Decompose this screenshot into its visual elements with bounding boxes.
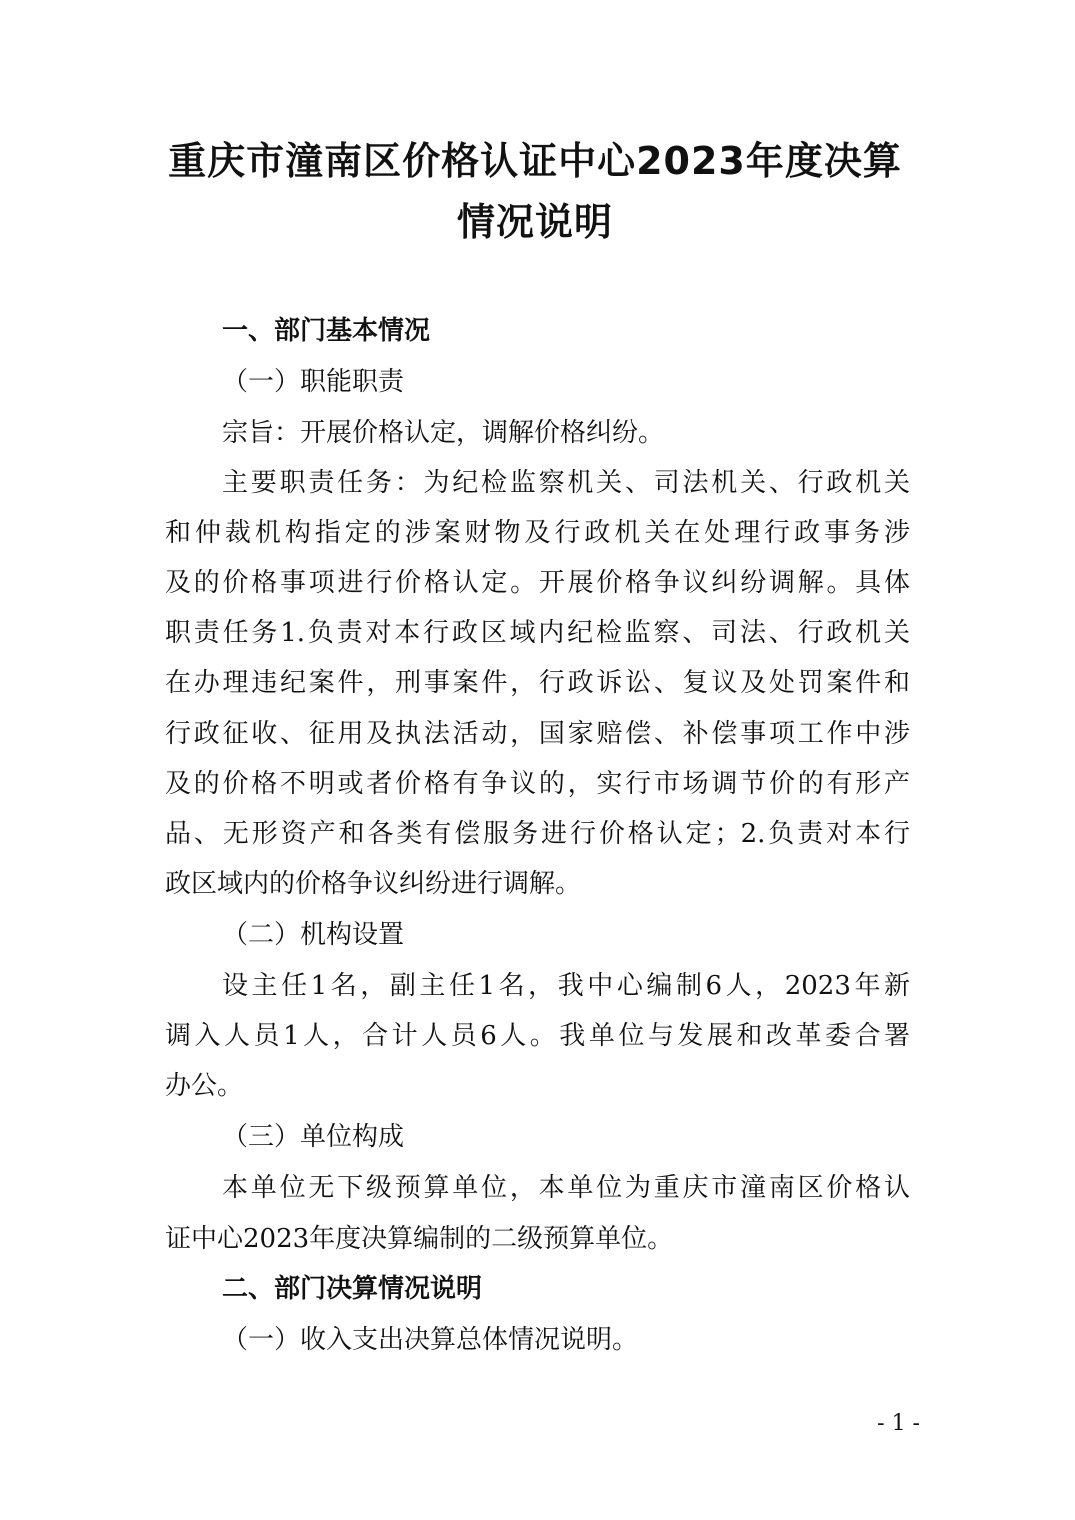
section-heading-basic-info: 一、部门基本情况 — [222, 316, 431, 346]
page-number: - 1 - — [877, 1411, 920, 1436]
subsection-heading-functions: （一）职能职责 — [222, 367, 405, 397]
paragraph-organization-line: 调入人员1人，合计人员6人。我单位与发展和改革委合署 — [165, 1021, 910, 1051]
paragraph-duties-line: 及的价格不明或者价格有争议的，实行市场调节价的有形产 — [165, 769, 910, 799]
paragraph-duties-line: 政区域内的价格争议纠纷进行调解。 — [165, 869, 582, 899]
subsection-heading-organization: （二）机构设置 — [222, 920, 405, 950]
paragraph-duties-line: 在办理违纪案件，刑事案件，行政诉讼、复议及处罚案件和 — [165, 668, 910, 698]
paragraph-duties-line: 和仲裁机构指定的涉案财物及行政机关在处理行政事务涉 — [165, 518, 910, 548]
paragraph-duties-line: 主要职责任务：为纪检监察机关、司法机关、行政机关 — [222, 468, 910, 498]
paragraph-duties-line: 品、无形资产和各类有偿服务进行价格认定；2.负责对本行 — [165, 819, 910, 849]
subsection-heading-income-expenditure: （一）收入支出决算总体情况说明。 — [222, 1325, 639, 1355]
paragraph-duties-line: 职责任务1.负责对本行政区域内纪检监察、司法、行政机关 — [165, 618, 910, 648]
document-title-line-2: 情况说明 — [456, 200, 613, 244]
paragraph-organization-line: 设主任1名，副主任1名，我中心编制6人，2023年新 — [222, 971, 910, 1001]
paragraph-purpose: 宗旨：开展价格认定，调解价格纠纷。 — [222, 418, 665, 448]
paragraph-organization-line: 办公。 — [165, 1071, 244, 1101]
section-heading-final-accounts: 二、部门决算情况说明 — [222, 1274, 483, 1304]
document-title-line-1: 重庆市潼南区价格认证中心2023年度决算 — [168, 139, 902, 183]
paragraph-unit-composition-line: 证中心2023年度决算编制的二级预算单位。 — [165, 1224, 674, 1254]
paragraph-duties-line: 行政征收、征用及执法活动，国家赔偿、补偿事项工作中涉 — [165, 719, 910, 749]
paragraph-unit-composition-line: 本单位无下级预算单位，本单位为重庆市潼南区价格认 — [222, 1173, 910, 1203]
subsection-heading-unit-composition: （三）单位构成 — [222, 1122, 405, 1152]
paragraph-duties-line: 及的价格事项进行价格认定。开展价格争议纠纷调解。具体 — [165, 568, 910, 598]
